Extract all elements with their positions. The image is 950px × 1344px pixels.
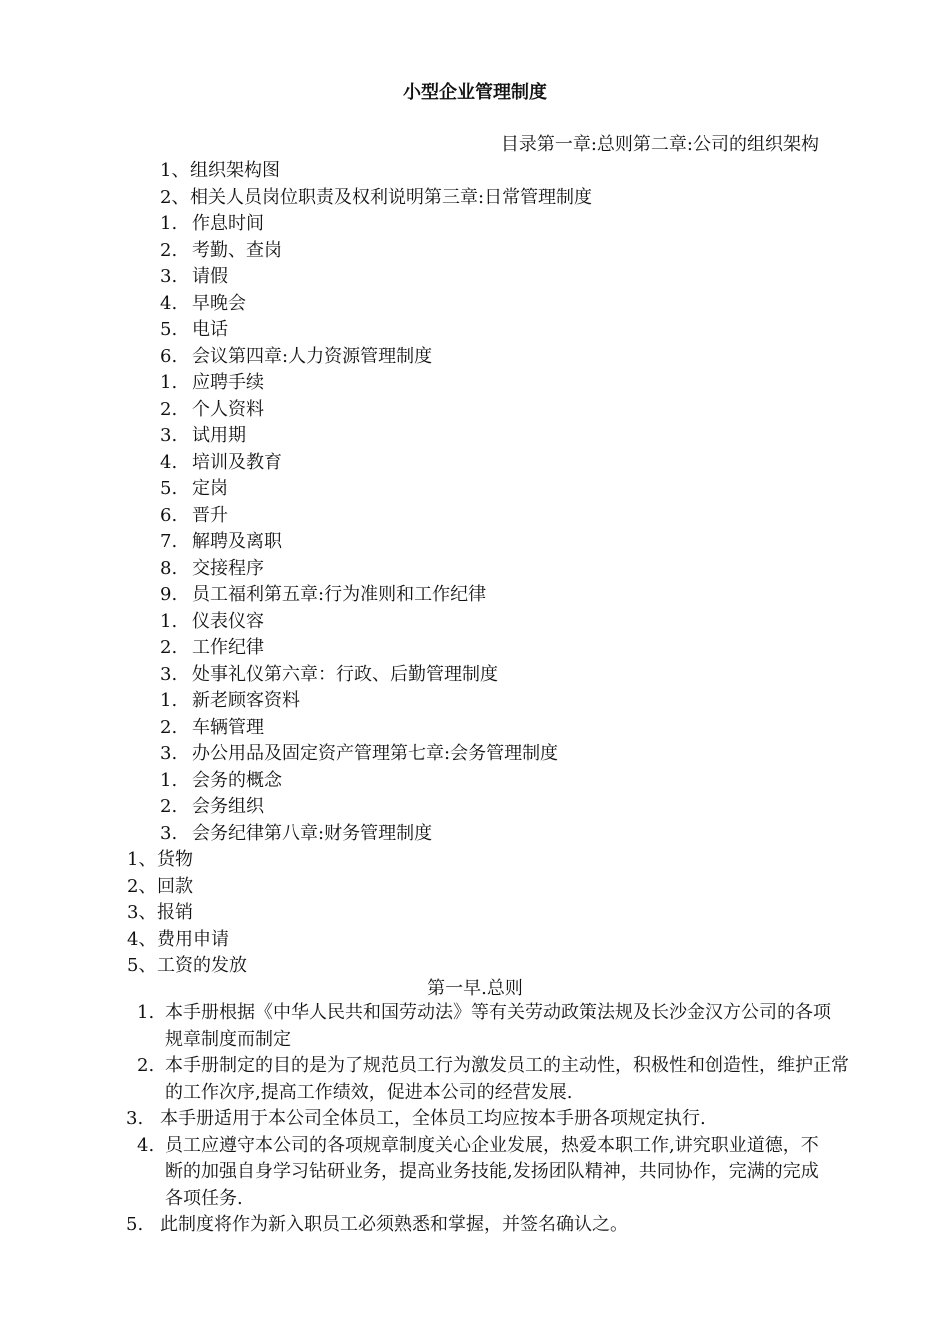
finance-line: 2、回款 <box>127 875 193 897</box>
toc-line: 1. 应聘手续 <box>160 372 264 393</box>
toc-line: 9. 员工福利第五章:行为准则和工作纪律 <box>160 584 487 605</box>
toc-line: 1、组织架构图 <box>160 160 280 181</box>
finance-line: 4、费用申请 <box>127 928 229 950</box>
toc-line: 2. 考勤、查岗 <box>160 239 282 261</box>
toc-line: 3. 办公用品及固定资产管理第七章:会务管理制度 <box>160 743 559 764</box>
toc-line: 2. 个人资料 <box>160 398 264 420</box>
toc-header: 目录第一章:总则第二章:公司的组织架构 <box>500 134 819 155</box>
toc-line: 3. 会务纪律第八章:财务管理制度 <box>160 822 433 844</box>
paragraph: 5. 此制度将作为新入职员工必须熟悉和掌握，并签名确认之。 <box>126 1214 628 1235</box>
finance-line: 1、货物 <box>127 849 193 870</box>
paragraph: 3. 本手册适用于本公司全体员工，全体员工均应按本手册各项规定执行. <box>126 1108 706 1129</box>
toc-line: 2. 会务组织 <box>160 796 264 817</box>
toc-line: 6. 晋升 <box>160 504 228 526</box>
finance-line: 3、报销 <box>127 902 193 923</box>
paragraph: 1. 本手册根据《中华人民共和国劳动法》等有关劳动政策法规及长沙金汉方公司的各项规章制度而制定 <box>137 1002 831 1050</box>
toc-line: 3. 请假 <box>160 266 228 287</box>
finance-line: 5、工资的发放 <box>127 955 247 976</box>
toc-line: 2. 车辆管理 <box>160 716 264 738</box>
toc-line: 1. 新老顾客资料 <box>160 690 300 711</box>
toc-line: 8. 交接程序 <box>160 557 264 579</box>
toc-line: 1. 作息时间 <box>160 213 264 234</box>
toc-line: 3. 处事礼仪第六章：行政、后勤管理制度 <box>160 663 498 685</box>
toc-line: 4. 培训及教育 <box>160 451 282 473</box>
toc-line: 2、相关人员岗位职责及权利说明第三章:日常管理制度 <box>160 186 593 208</box>
toc-line: 4. 早晚会 <box>160 292 246 314</box>
document-title: 小型企业管理制度 <box>403 82 547 103</box>
toc-line: 5. 定岗 <box>160 478 228 499</box>
paragraph: 2. 本手册制定的目的是为了规范员工行为激发员工的主动性，积极性和创造性，维护正常的工作次序,提高工作绩效，促进本公司的经营发展. <box>137 1055 849 1103</box>
paragraph: 4. 员工应遵守本公司的各项规章制度关心企业发展，热爱本职工作,讲究职业道德，不断的加强自身学习钻研业务，提高业务技能,发扬团队精神，共同协作，完满的完成各项任务. <box>137 1134 819 1209</box>
toc-line: 1. 会务的概念 <box>160 769 282 791</box>
toc-line: 1. 仪表仪容 <box>160 610 264 632</box>
chapter-heading: 第一早.总则 <box>427 978 523 999</box>
toc-line: 3. 试用期 <box>160 425 246 446</box>
toc-line: 6. 会议第四章:人力资源管理制度 <box>160 345 433 367</box>
toc-line: 5. 电话 <box>160 319 228 340</box>
toc-line: 7. 解聘及离职 <box>160 531 282 552</box>
toc-line: 2. 工作纪律 <box>160 637 264 658</box>
